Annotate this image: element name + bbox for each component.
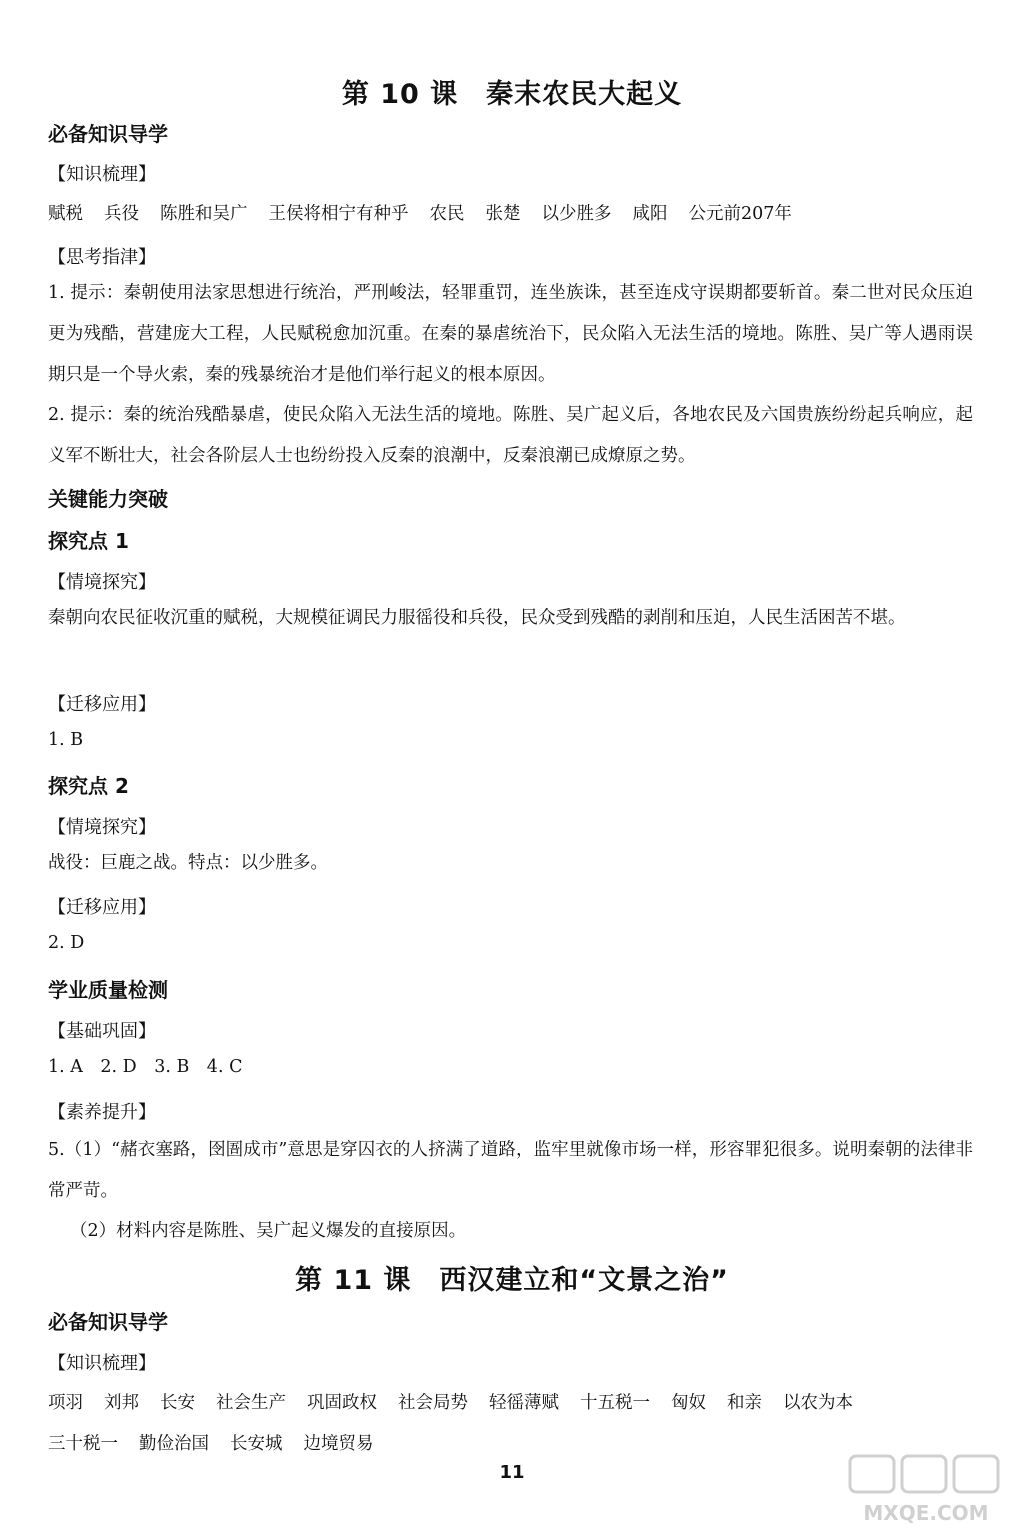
knowledge-term: 长安城: [230, 1434, 283, 1454]
knowledge-term: 三十税一: [48, 1434, 118, 1454]
sub-heading: 【素养提升】: [48, 1102, 156, 1123]
lesson-11-title: 第 11 课 西汉建立和“文景之治”: [295, 1265, 729, 1296]
sub-heading: 【知识梳理】: [48, 164, 156, 185]
watermark-text: MXQE.COM: [863, 1501, 989, 1525]
inquiry-point-heading: 探究点 2: [48, 774, 129, 798]
paragraph: （2）材料内容是陈胜、吴广起义爆发的直接原因。: [70, 1221, 467, 1241]
knowledge-term: 兵役: [104, 204, 139, 224]
section-heading: 关键能力突破: [48, 487, 168, 511]
inquiry-point-heading: 探究点 1: [48, 529, 129, 553]
knowledge-term: 社会局势: [398, 1393, 468, 1413]
sub-heading: 【情境探究】: [48, 817, 156, 838]
sub-heading: 【迁移应用】: [48, 694, 156, 715]
section-heading: 学业质量检测: [48, 978, 168, 1002]
knowledge-term: 公元前207年: [688, 204, 792, 224]
knowledge-terms: [48, 1389, 988, 1414]
sub-heading: 【知识梳理】: [48, 1353, 156, 1374]
knowledge-term: 边境贸易: [303, 1434, 374, 1454]
paragraph: 2. 提示：秦的统治残酷暴虐，使民众陷入无法生活的境地。陈胜、吴广起义后，各地农民及六国贵族纷纷起兵响应，起义军不断壮大，社会各阶层人士也纷纷投入反秦的浪潮中，反秦浪潮已成燎原之势。: [48, 405, 973, 466]
knowledge-term: 农民: [429, 204, 465, 224]
sub-heading: 【情境探究】: [48, 572, 156, 593]
answer-line: 1. A 2. D 3. B 4. C: [48, 1057, 243, 1077]
knowledge-term: 巩固政权: [307, 1393, 377, 1413]
section-heading: 必备知识导学: [48, 122, 168, 146]
knowledge-term: 以农为本: [783, 1393, 853, 1413]
section-heading: 必备知识导学: [48, 1310, 168, 1334]
knowledge-term: 十五税一: [580, 1393, 650, 1413]
page-number: 11: [499, 1462, 525, 1483]
knowledge-term: 王侯将相宁有种乎: [268, 204, 409, 224]
paragraph: 5.（1）“赭衣塞路，囹圄成市”意思是穿囚衣的人挤满了道路，监牢里就像市场一样，形容罪犯很多。说明秦朝的法律非常严苛。: [48, 1140, 973, 1201]
answer-line: 1. B: [48, 730, 84, 750]
knowledge-term: 以少胜多: [541, 204, 612, 224]
sub-heading: 【迁移应用】: [48, 897, 156, 918]
knowledge-term: 勤俭治国: [139, 1434, 209, 1454]
paragraph: 1. 提示：秦朝使用法家思想进行统治，严刑峻法，轻罪重罚，连坐族诛，甚至连戍守误期都要斩首。秦二世对民众压迫更为残酷，营建庞大工程，人民赋税愈加沉重。在秦的暴虐统治下，民众陷入无法生活的境地。陈胜、吴广等人遇雨误期只是一个导火索，秦的残暴统治才是他们举行起义的根本原因。: [48, 283, 973, 385]
lesson-10-title: 第 10 课 秦末农民大起义: [341, 79, 683, 110]
knowledge-term: 匈奴: [671, 1393, 706, 1413]
knowledge-terms: [48, 200, 988, 225]
sub-heading: 【基础巩固】: [48, 1021, 156, 1042]
knowledge-term: 长安: [160, 1393, 195, 1413]
watermark-logo: [846, 1452, 1006, 1528]
knowledge-term: 项羽: [48, 1393, 83, 1413]
paragraph: 战役：巨鹿之战。特点：以少胜多。: [48, 853, 328, 873]
paragraph: 秦朝向农民征收沉重的赋税，大规模征调民力服徭役和兵役，民众受到残酷的剥削和压迫，人民生活困苦不堪。: [48, 608, 906, 628]
knowledge-term: 咸阳: [632, 204, 668, 224]
knowledge-term: 社会生产: [216, 1393, 286, 1413]
knowledge-term: 陈胜和吴广: [160, 204, 248, 224]
knowledge-term: 和亲: [727, 1393, 762, 1413]
knowledge-term: 轻徭薄赋: [489, 1393, 559, 1413]
sub-heading: 【思考指津】: [48, 247, 156, 268]
knowledge-term: 张楚: [485, 204, 521, 224]
knowledge-term: 赋税: [48, 204, 83, 224]
answer-line: 2. D: [48, 933, 85, 953]
knowledge-term: 刘邦: [104, 1393, 139, 1413]
